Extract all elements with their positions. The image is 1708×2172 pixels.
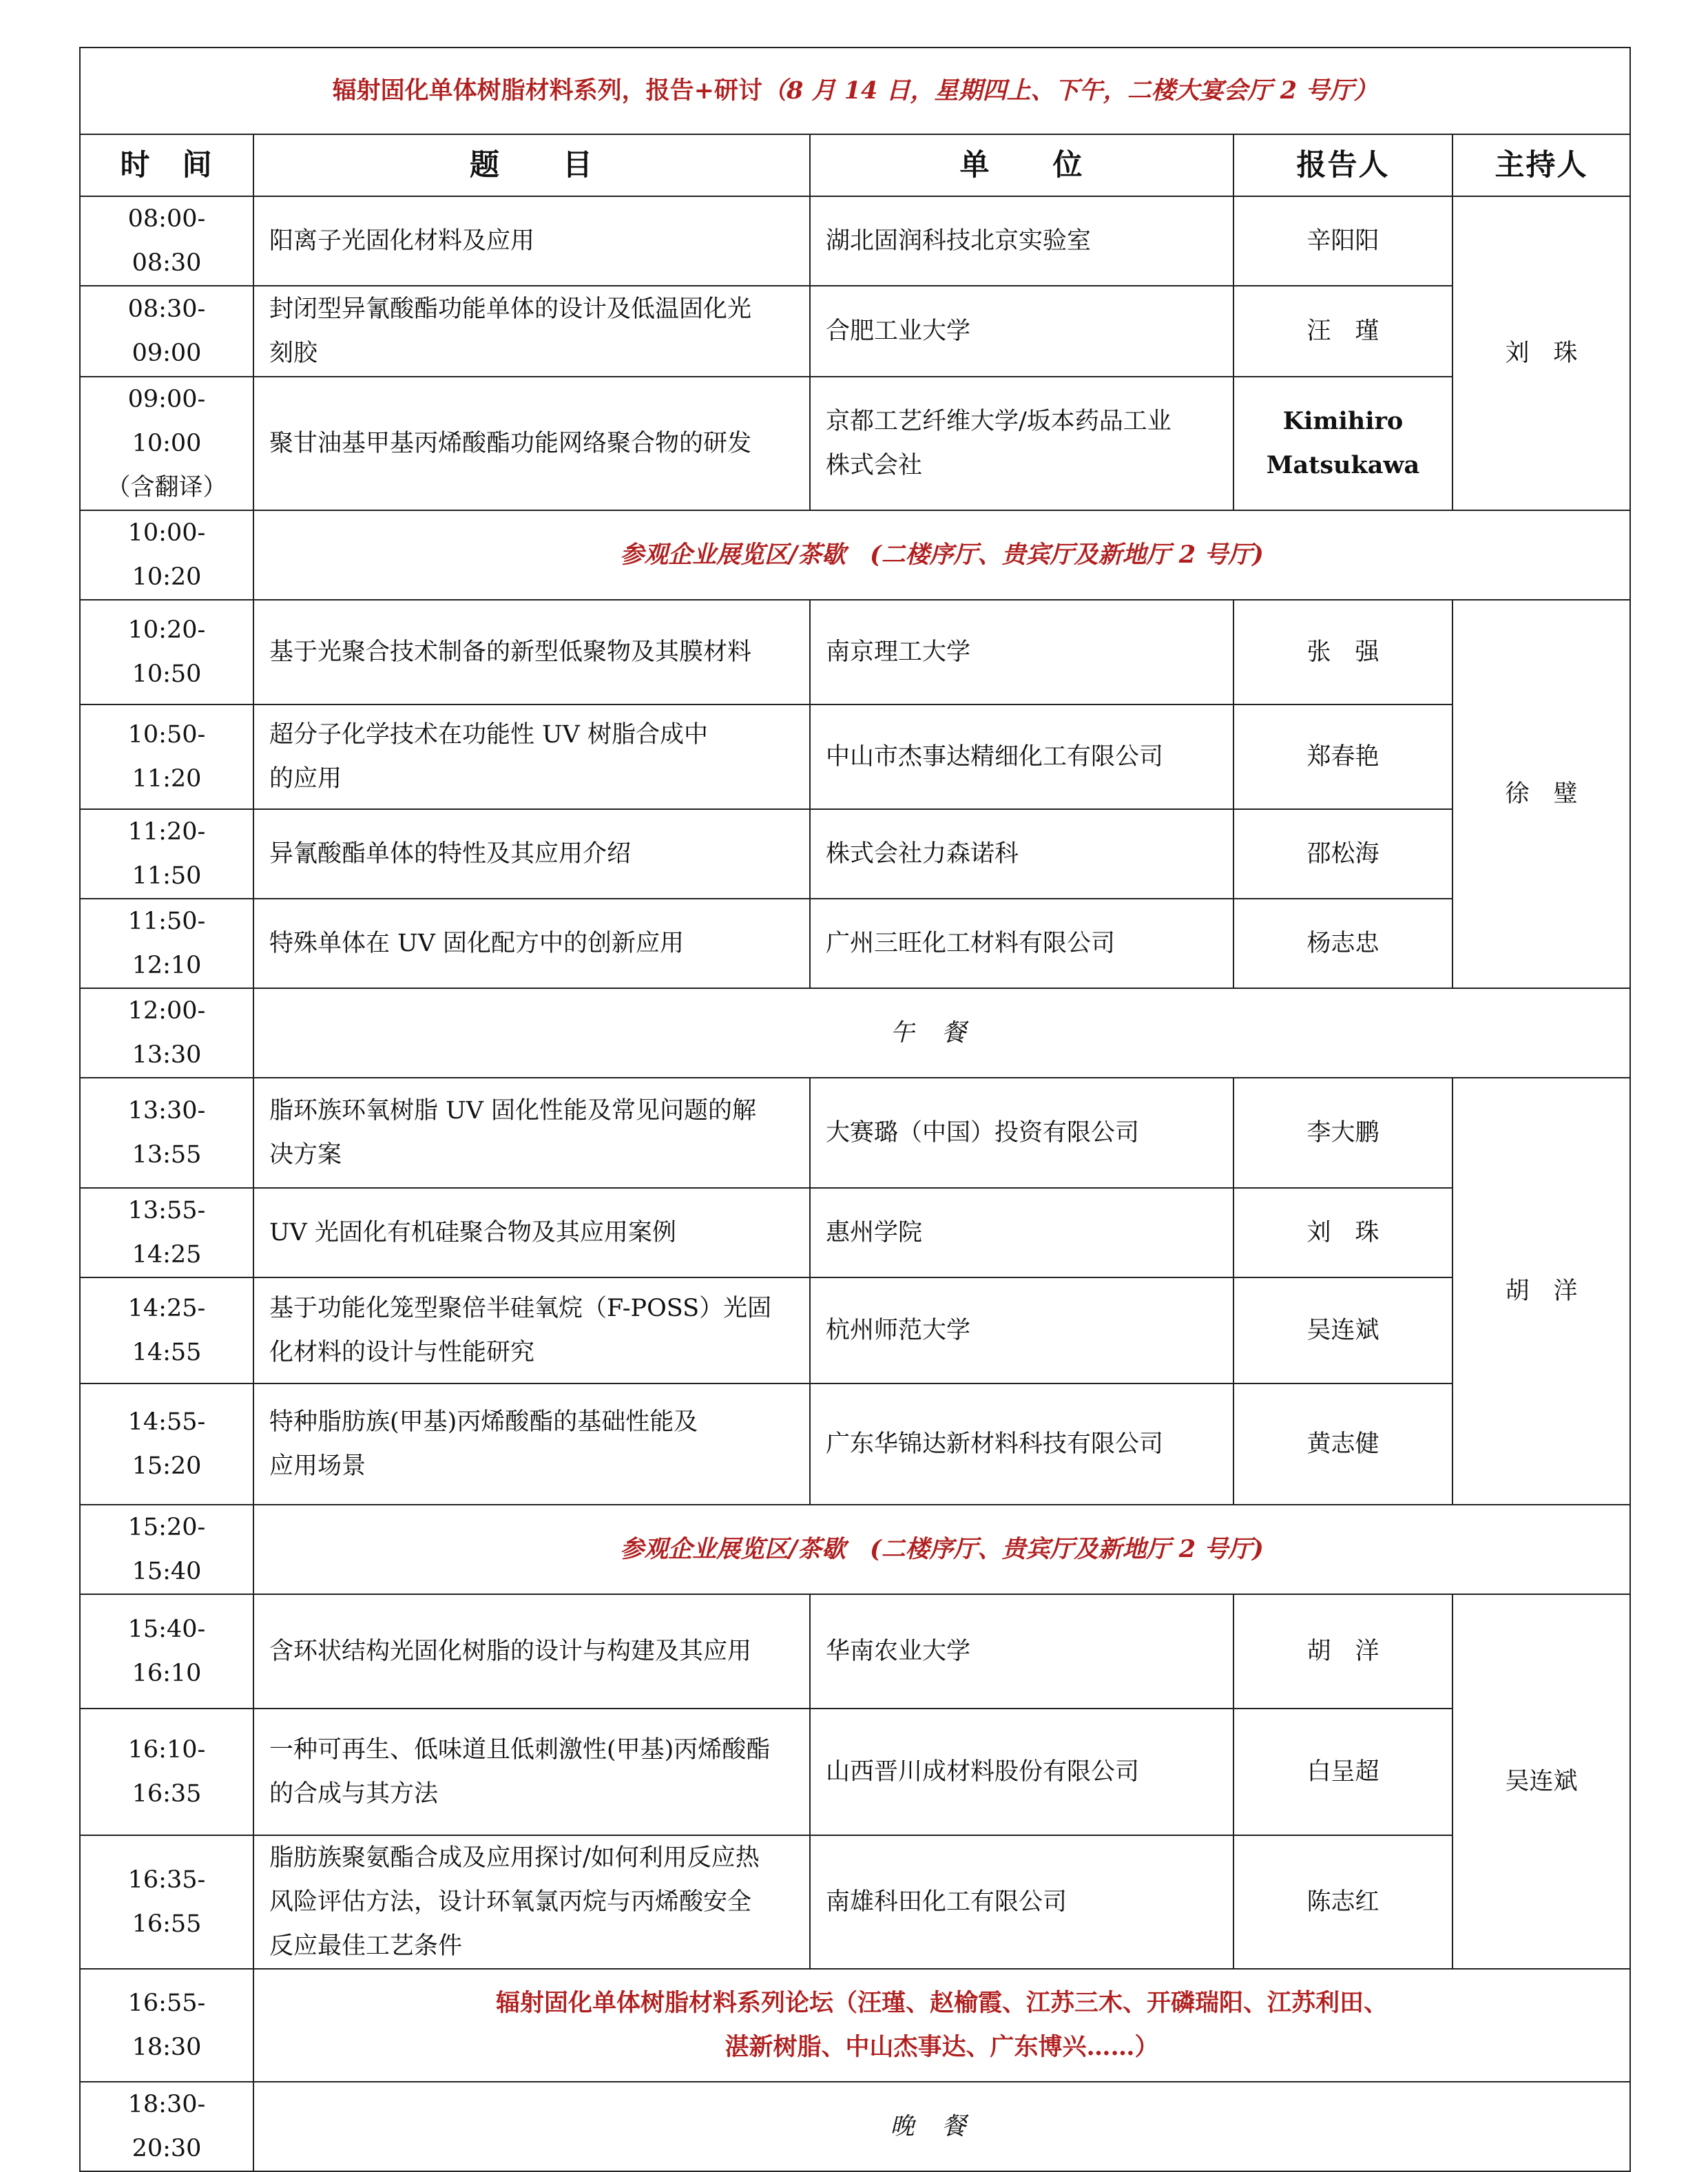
- talk-unit: 惠州学院: [810, 1188, 1233, 1277]
- talk-unit: 杭州师范大学: [810, 1277, 1233, 1383]
- talk-unit: 合肥工业大学: [810, 286, 1233, 377]
- talk-topic: 超分子化学技术在功能性 UV 树脂合成中 的应用: [253, 704, 810, 809]
- header-topic: 题 目: [253, 134, 810, 196]
- talk-topic: 异氰酸酯单体的特性及其应用介绍: [253, 809, 810, 899]
- talk-speaker: 陈志红: [1233, 1835, 1452, 1969]
- table-row: [80, 704, 1630, 809]
- table-row: [80, 1835, 1630, 1969]
- talk-unit: 广州三旺化工材料有限公司: [810, 899, 1233, 988]
- talk-time: 16:10-16:35: [80, 1709, 253, 1835]
- slot-time: 16:55-18:30: [80, 1969, 253, 2082]
- talk-time: 16:35-16:55: [80, 1835, 253, 1969]
- talk-topic: 含环状结构光固化树脂的设计与构建及其应用: [253, 1594, 810, 1709]
- schedule-table: [79, 47, 1631, 2172]
- session-host: 徐 璧: [1452, 600, 1630, 988]
- talk-unit: 华南农业大学: [810, 1594, 1233, 1709]
- talk-speaker: 白呈超: [1233, 1709, 1452, 1835]
- table-row: [80, 1277, 1630, 1383]
- meal-row: [80, 988, 1630, 1078]
- talk-unit: 中山市杰事达精细化工有限公司: [810, 704, 1233, 809]
- talk-time: 10:50-11:20: [80, 704, 253, 809]
- table-row: [80, 809, 1630, 899]
- table-row: [80, 1188, 1630, 1277]
- header-row: [80, 134, 1630, 196]
- talk-time: 11:50-12:10: [80, 899, 253, 988]
- page-title: [80, 48, 1630, 134]
- talk-speaker: 吴连斌: [1233, 1277, 1452, 1383]
- talk-speaker: 张 强: [1233, 600, 1452, 704]
- talk-speaker: 胡 洋: [1233, 1594, 1452, 1709]
- schedule-body: [80, 48, 1630, 2171]
- talk-unit: 大赛璐（中国）投资有限公司: [810, 1078, 1233, 1188]
- talk-topic: 聚甘油基甲基丙烯酸酯功能网络聚合物的研发: [253, 377, 810, 510]
- talk-unit: 南京理工大学: [810, 600, 1233, 704]
- header-unit: 单 位: [810, 134, 1233, 196]
- talk-unit: 山西晋川成材料股份有限公司: [810, 1709, 1233, 1835]
- talk-time: 15:40-16:10: [80, 1594, 253, 1709]
- session-host: 胡 洋: [1452, 1078, 1630, 1505]
- slot-time: 18:30-20:30: [80, 2082, 253, 2171]
- session-host: 吴连斌: [1452, 1594, 1630, 1969]
- talk-speaker: 杨志忠: [1233, 899, 1452, 988]
- talk-topic: 特殊单体在 UV 固化配方中的创新应用: [253, 899, 810, 988]
- meal-text: 晚餐: [253, 2082, 1630, 2171]
- talk-speaker: 汪 瑾: [1233, 286, 1452, 377]
- talk-time: 10:20-10:50: [80, 600, 253, 704]
- talk-time: 11:20-11:50: [80, 809, 253, 899]
- table-row: [80, 196, 1630, 286]
- slot-time: 12:00-13:30: [80, 988, 253, 1078]
- table-row: [80, 1383, 1630, 1505]
- talk-time: 14:55-15:20: [80, 1383, 253, 1505]
- table-row: [80, 1709, 1630, 1835]
- talk-time: 09:00-10:00 （含翻译）: [80, 377, 253, 510]
- break-row: [80, 510, 1630, 600]
- talk-unit: 湖北固润科技北京实验室: [810, 196, 1233, 286]
- talk-topic: 脂环族环氧树脂 UV 固化性能及常见问题的解 决方案: [253, 1078, 810, 1188]
- talk-unit: 株式会社力森诺科: [810, 809, 1233, 899]
- talk-topic: 一种可再生、低味道且低刺激性(甲基)丙烯酸酯 的合成与其方法: [253, 1709, 810, 1835]
- title-main: 辐射固化单体树脂材料系列，报告+研讨: [332, 76, 762, 105]
- header-host: 主持人: [1452, 134, 1630, 196]
- talk-speaker: 辛阳阳: [1233, 196, 1452, 286]
- talk-topic: 阳离子光固化材料及应用: [253, 196, 810, 286]
- talk-topic: UV 光固化有机硅聚合物及其应用案例: [253, 1188, 810, 1277]
- talk-speaker: 刘 珠: [1233, 1188, 1452, 1277]
- talk-speaker: 邵松海: [1233, 809, 1452, 899]
- header-time: 时 间: [80, 134, 253, 196]
- talk-topic: 脂肪族聚氨酯合成及应用探讨/如何利用反应热 风险评估方法，设计环氧氯丙烷与丙烯酸安全 反应最佳工艺条件: [253, 1835, 810, 1969]
- talk-unit: 南雄科田化工有限公司: [810, 1835, 1233, 1969]
- table-row: [80, 1594, 1630, 1709]
- talk-time: 08:00-08:30: [80, 196, 253, 286]
- meal-text: 午餐: [253, 988, 1630, 1078]
- slot-time: 15:20-15:40: [80, 1505, 253, 1594]
- break-text: 参观企业展览区/茶歇 (二楼序厅、贵宾厅及新地厅 2 号厅): [253, 510, 1630, 600]
- talk-time: 14:25-14:55: [80, 1277, 253, 1383]
- talk-time: 13:55-14:25: [80, 1188, 253, 1277]
- forum-row: [80, 1969, 1630, 2082]
- talk-topic: 特种脂肪族(甲基)丙烯酸酯的基础性能及 应用场景: [253, 1383, 810, 1505]
- talk-unit: 广东华锦达新材料科技有限公司: [810, 1383, 1233, 1505]
- table-row: [80, 600, 1630, 704]
- title-detail: （8 月 14 日，星期四上、下午，二楼大宴会厅 2 号厅）: [762, 76, 1378, 105]
- talk-speaker: 郑春艳: [1233, 704, 1452, 809]
- slot-time: 10:00-10:20: [80, 510, 253, 600]
- forum-text: 辐射固化单体树脂材料系列论坛（汪瑾、赵榆霞、江苏三木、开磷瑞阳、江苏利田、 湛新树脂、中山杰事达、广东博兴……）: [253, 1969, 1630, 2082]
- table-row: [80, 1078, 1630, 1188]
- talk-topic: 基于光聚合技术制备的新型低聚物及其膜材料: [253, 600, 810, 704]
- talk-speaker: 李大鹏: [1233, 1078, 1452, 1188]
- talk-speaker: 黄志健: [1233, 1383, 1452, 1505]
- talk-time: 13:30-13:55: [80, 1078, 253, 1188]
- talk-speaker: Kimihiro Matsukawa: [1233, 377, 1452, 510]
- talk-topic: 基于功能化笼型聚倍半硅氧烷（F-POSS）光固 化材料的设计与性能研究: [253, 1277, 810, 1383]
- header-speaker: 报告人: [1233, 134, 1452, 196]
- session-host: 刘 珠: [1452, 196, 1630, 510]
- meal-row: [80, 2082, 1630, 2171]
- break-text: 参观企业展览区/茶歇 (二楼序厅、贵宾厅及新地厅 2 号厅): [253, 1505, 1630, 1594]
- break-row: [80, 1505, 1630, 1594]
- table-row: [80, 899, 1630, 988]
- table-row: [80, 377, 1630, 510]
- talk-unit: 京都工艺纤维大学/坂本药品工业 株式会社: [810, 377, 1233, 510]
- table-row: [80, 286, 1630, 377]
- talk-topic: 封闭型异氰酸酯功能单体的设计及低温固化光 刻胶: [253, 286, 810, 377]
- talk-time: 08:30-09:00: [80, 286, 253, 377]
